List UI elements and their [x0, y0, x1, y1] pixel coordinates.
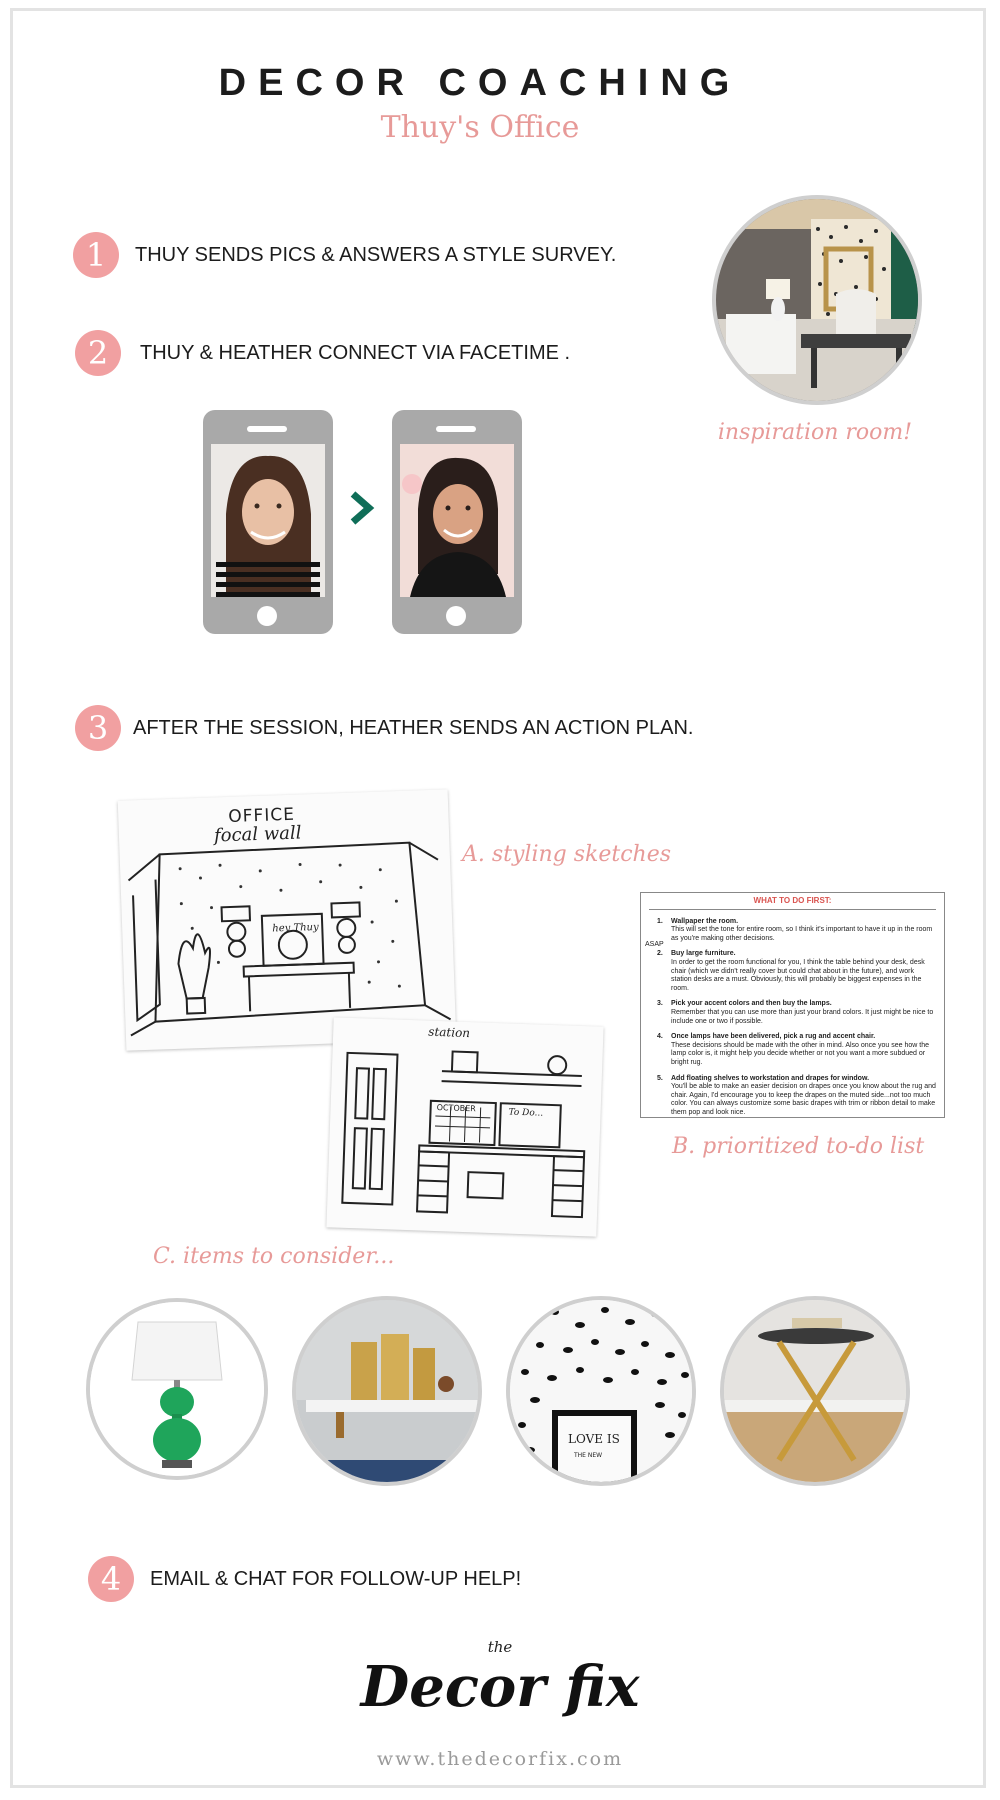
asap-label: ASAP	[645, 941, 664, 948]
todo-item: 3. Pick your accent colors and then buy the lamps. Remember that you can use more than just your brand colors. It just might be nice to include one or two if possible.	[657, 1000, 934, 1025]
phone-thuy	[203, 410, 333, 634]
sketch-calendar-label: OCTOBER	[436, 1103, 476, 1114]
styling-sketches-caption: A. styling sketches	[462, 842, 672, 867]
thuy-photo	[211, 444, 325, 597]
phone-home-button	[446, 606, 466, 626]
page-subtitle: Thuy's Office	[380, 110, 580, 145]
page-title: DECOR COACHING	[218, 62, 742, 104]
phone-heather	[392, 410, 522, 634]
todo-list-document	[640, 892, 945, 1118]
sketch-office-label: OFFICE	[228, 804, 296, 827]
sketch-focal-wall-label: focal wall	[213, 822, 302, 847]
office-sketch	[118, 789, 457, 1050]
items-to-consider-caption: C. items to consider...	[153, 1244, 395, 1269]
step-4-text: EMAIL & CHAT FOR FOLLOW-UP HELP!	[150, 1568, 522, 1590]
website-url[interactable]: www.thedecorfix.com	[376, 1748, 624, 1770]
workstation-sketch	[326, 1017, 603, 1236]
step-1-number: 1	[73, 232, 119, 278]
heather-photo	[400, 444, 514, 597]
step-3-number: 3	[75, 705, 121, 751]
print-text-line1: LOVE IS	[568, 1432, 620, 1446]
step-4-number: 4	[88, 1556, 134, 1602]
inspiration-caption: inspiration room!	[717, 420, 913, 445]
logo-the: the	[487, 1638, 513, 1656]
sketch-note: hey Thuy	[272, 921, 319, 935]
step-2-text: THUY & HEATHER CONNECT VIA FACETIME .	[140, 342, 571, 364]
sketch-station-label: station	[428, 1024, 471, 1041]
gold-side-table-photo	[720, 1296, 910, 1486]
todo-heading: WHAT TO DO FIRST:	[649, 897, 936, 910]
todo-item: 4. Once lamps have been delivered, pick a rug and accent chair. These decisions should be made with the other in mind. Also once you see how the lamp color is, it might help you decide whether or not you want a more subdued or bright rug.	[657, 1033, 929, 1066]
step-3-text: AFTER THE SESSION, HEATHER SENDS AN ACTION PLAN.	[133, 717, 694, 739]
step-2-number: 2	[75, 330, 121, 376]
floating-shelf-photo	[292, 1296, 482, 1486]
phone-speaker	[247, 426, 287, 432]
phone-speaker	[436, 426, 476, 432]
print-text-line2: THE NEW	[574, 1452, 603, 1459]
phone-home-button	[257, 606, 277, 626]
sketch-todo-label: To Do...	[508, 1107, 544, 1119]
green-lamp-photo	[86, 1298, 268, 1480]
logo-wordmark: Decor fix	[360, 1654, 640, 1720]
todo-item: 5. Add floating shelves to workstation and drapes for window. You'll be able to make an easier decision on drapes once you know about the rug and chair. Again, I'd encourage you to keep the drapes on the muted side...not too much color. You can always customize some basic drapes with trim or ribbon detail to make them pop and look nice.	[657, 1074, 936, 1116]
todo-item: 2. Buy large furniture. In order to get the room functional for you, I think the table behind your desk, desk chair (which we didn't really cover but could chat about in the future), and work station desks are a must. Obviously, this will probably be biggest expenses in the room.	[657, 950, 925, 992]
step-1-text: THUY SENDS PICS & ANSWERS A STYLE SURVEY.	[135, 244, 617, 266]
todo-item: 1. Wallpaper the room. This will set the tone for entire room, so I think it's important to have it up in the room as you're making other decisions.	[657, 917, 933, 942]
dotted-wallpaper-photo	[506, 1296, 696, 1486]
chevron-right-icon	[348, 490, 376, 531]
inspiration-room-photo	[712, 195, 922, 405]
todo-list-caption: B. prioritized to-do list	[672, 1134, 925, 1159]
